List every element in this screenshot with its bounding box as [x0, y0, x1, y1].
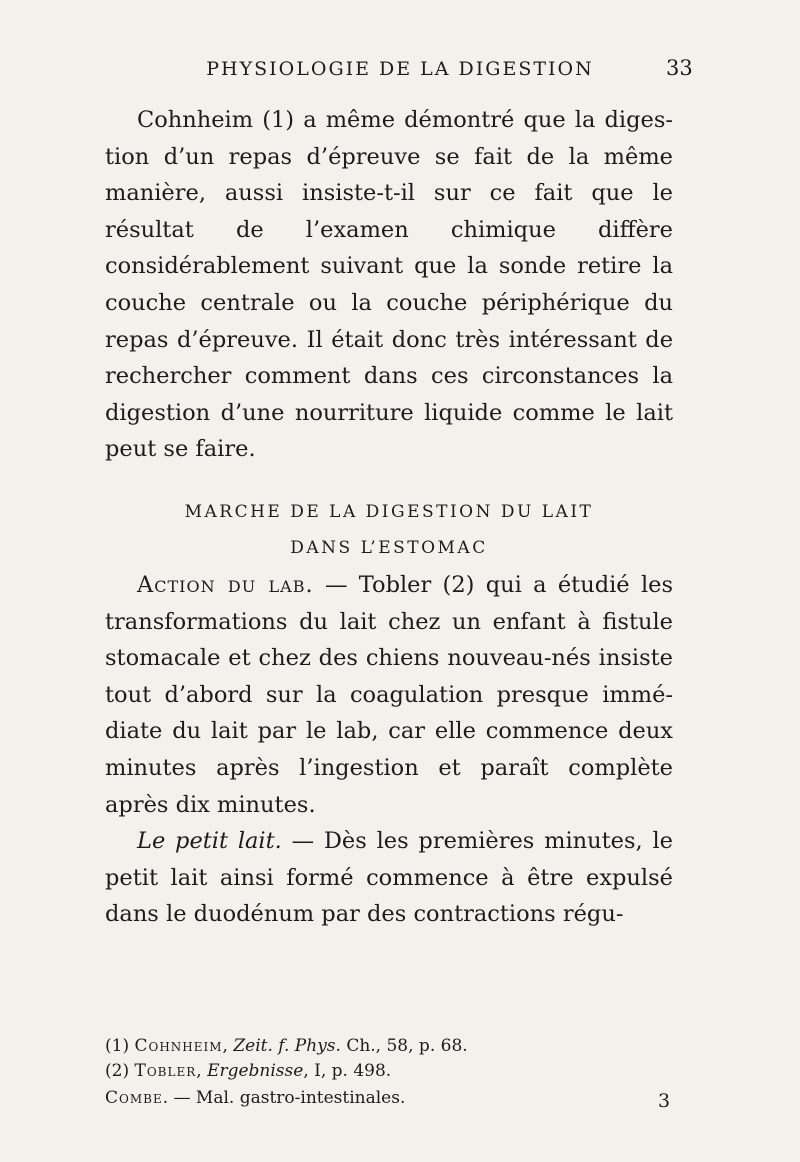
footnote-2-marker: (2): [105, 1060, 135, 1081]
footnote-1-marker: (1): [105, 1036, 135, 1056]
paragraph-1-line-2: tion d’un repas d’épreuve se fait de la même: [105, 143, 673, 170]
paragraph-3-line-2: petit lait ainsi formé commence à être expulsé: [105, 864, 673, 891]
page-number: 33: [666, 56, 693, 80]
footnote-1-journal: Zeit. f. Phys.: [233, 1036, 341, 1056]
footnote-1: [105, 1034, 673, 1059]
paragraph-1-line-3: manière, aussi insiste-t-il sur ce fait que le résultat: [105, 180, 673, 243]
section-heading-line-1: MARCHE DE LA DIGESTION DU LAIT: [184, 502, 594, 522]
paragraph-1-line-6: ou la couche périphérique du repas d’épreuve.: [105, 289, 673, 353]
running-title: PHYSIOLOGIE DE LA DIGESTION: [206, 58, 594, 80]
footnote-1-author: Cohnheim: [134, 1036, 223, 1056]
footnote-2-rest: , I, p. 498.: [303, 1060, 392, 1081]
signature-line: [105, 1083, 673, 1111]
paragraph-2-line-7: après dix minutes.: [105, 791, 316, 818]
footnote-2: [105, 1059, 673, 1084]
paragraph-3-line-1: — Dès les premières minutes, le: [281, 828, 673, 855]
paragraph-1-line-1: Cohnheim (1) a même démontré que la diges-: [137, 107, 673, 133]
section-heading-line-2: DANS L’ESTOMAC: [290, 538, 488, 558]
paragraph-1-line-8: comment dans ces circonstances la digestion: [105, 363, 673, 426]
paragraph-1-text: [105, 102, 673, 468]
signature-number: 3: [658, 1090, 671, 1112]
paragraph-1-line-7: Il était donc très intéressant de rechercher: [105, 326, 674, 390]
paragraph-1-line-4: de l’examen chimique diffère considérablement: [105, 216, 673, 280]
footnote-1-rest: Ch., 58, p. 68.: [340, 1036, 468, 1056]
paragraph-1: [105, 102, 673, 468]
footnote-2-author: Tobler: [134, 1060, 197, 1081]
paragraph-1-line-9: d’une nourriture liquide comme le lait peut: [105, 399, 673, 463]
paragraph-3-line-3: dans le duodénum par des contractions régu-: [105, 901, 624, 928]
paragraph-3-text: [105, 823, 673, 933]
footnote-1-sep: ,: [222, 1036, 234, 1056]
paragraph-2-line-3: stomacale et chez des chiens nouveau-nés insiste: [105, 645, 673, 672]
paragraph-3-run-in: Le petit lait.: [137, 828, 282, 855]
footnote-2-journal: Ergebnisse: [207, 1060, 304, 1081]
signature-author: Combe: [105, 1088, 163, 1108]
paragraph-2-text: [105, 567, 673, 823]
footnotes: [105, 1034, 673, 1111]
paragraph-2-line-1: — Tobler (2) qui a étudié les: [313, 572, 673, 598]
paragraph-1-line-10: se faire.: [163, 436, 256, 463]
paragraph-2-line-6: minutes après l’ingestion et paraît complète: [105, 754, 673, 781]
paragraph-2-run-in: Action du lab.: [137, 572, 314, 598]
paragraph-2-line-2: transformations du lait chez un enfant à fistule: [105, 608, 673, 635]
paragraph-2: [105, 567, 673, 933]
footnote-2-sep: ,: [196, 1060, 208, 1081]
signature-text: . — Mal. gastro-intestinales.: [162, 1088, 406, 1108]
paragraph-2-line-5: diate du lait par le lab, car elle commence deux: [105, 718, 673, 745]
paragraph-2-line-4: tout d’abord sur la coagulation presque immé-: [105, 681, 673, 708]
paragraph-1-line-5: suivant que la sonde retire la couche centrale: [105, 253, 673, 316]
